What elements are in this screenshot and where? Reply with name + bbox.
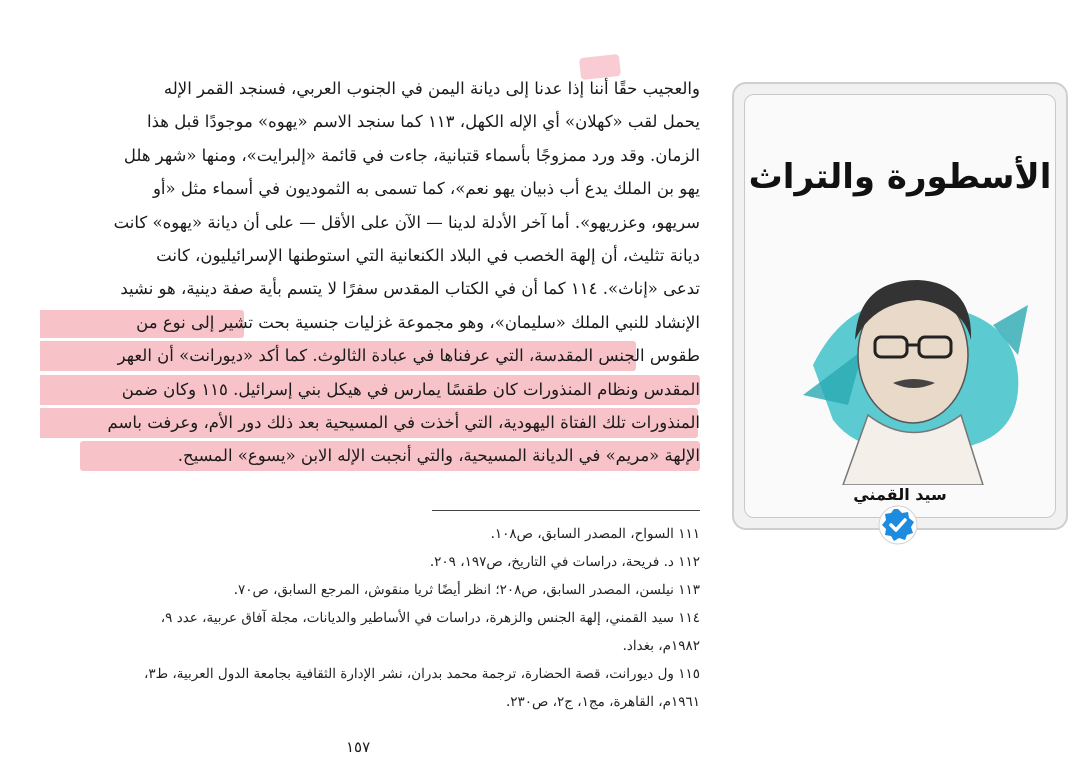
body-text: [40, 72, 700, 473]
verified-badge-icon: [878, 505, 918, 545]
body-line: والعجيب حقًا أننا إذا عدنا إلى ديانة اليمن في الجنوب العربي، فسنجد القمر الإله: [163, 79, 700, 98]
footnote: ١١٢ د. فريحة، دراسات في التاريخ، ص١٩٧، ٢٠٩.: [429, 554, 700, 570]
footnote: ١١١ السواح، المصدر السابق، ص١٠٨.: [490, 526, 700, 542]
book-title: الأسطورة والتراث: [748, 157, 1052, 197]
author-name: سيد القمني: [853, 485, 947, 504]
body-line: المقدس ونظام المنذورات كان طقسًا يمارس في هيكل بني إسرائيل. ١١٥ وكان ضمن: [40, 373, 700, 406]
body-line: يحمل لقب «كهلان» أي الإله الكهل، ١١٣ كما سنجد الاسم «يهوه» موجودًا قبل هذا: [147, 112, 700, 132]
footnote: ١١٣ نيلسن، المصدر السابق، ص٢٠٨؛ انظر أيضًا ثريا منقوش، المرجع السابق، ص٧٠.: [233, 582, 700, 598]
body-line: يهو بن الملك يدع أب ذبيان يهو نعم»، كما تسمى به الثموديون في أسماء مثل «أو: [152, 179, 700, 199]
body-line: المنذورات تلك الفتاة اليهودية، التي أخذت في المسيحية بعد ذلك دور الأم، وعرفت باسم: [40, 406, 700, 439]
body-line: الزمان. وقد ورد ممزوجًا بأسماء قتبانية، جاءت في قائمة «إلبرايت»، ومنها «شهر هلل: [123, 145, 700, 165]
body-line: الإنشاد للنبي الملك «سليمان»، وهو مجموعة غزليات جنسية بحت تشير إلى نوع من: [40, 306, 700, 339]
book-card: [732, 82, 1068, 530]
body-line: سريهو، وعزريهو». أما آخر الأدلة لدينا — الآن على الأقل — على أن ديانة «يهوه» كانت: [113, 212, 700, 232]
footnote: ١٩٨٢م، بغداد.: [622, 638, 700, 654]
author-portrait: [793, 245, 1033, 485]
book-card-frame: [744, 94, 1056, 518]
body-line: الإلهة «مريم» في الديانة المسيحية، والتي أنجبت الإله الابن «يسوع» المسيح.: [40, 439, 700, 472]
footnotes: [40, 520, 700, 716]
body-line: ديانة تثليث، أن إلهة الخصب في البلاد الكنعانية التي استوطنها الإسرائيليون، كانت: [156, 245, 700, 265]
page-number: ١٥٧: [346, 738, 371, 756]
footnote: ١١٤ سيد القمني، إلهة الجنس والزهرة، دراسات في الأساطير والديانات، مجلة آفاق عربية، عدد ٩،: [160, 610, 700, 626]
footnote: ١٩٦١م، القاهرة، مج١، ج٢، ص٢٣٠.: [505, 694, 700, 710]
body-line: طقوس الجنس المقدسة، التي عرفناها في عبادة الثالوث. كما أكد «ديورانت» أن العهر: [40, 339, 700, 372]
footnote: ١١٥ ول ديورانت، قصة الحضارة، ترجمة محمد بدران، نشر الإدارة الثقافية بجامعة الدول العربية، ط٣،: [143, 666, 700, 682]
footnote-divider: [432, 510, 700, 511]
body-line: تدعى «إناث». ١١٤ كما أن في الكتاب المقدس سفرًا لا يتسم بأية صفة دينية، هو نشيد: [120, 279, 700, 299]
